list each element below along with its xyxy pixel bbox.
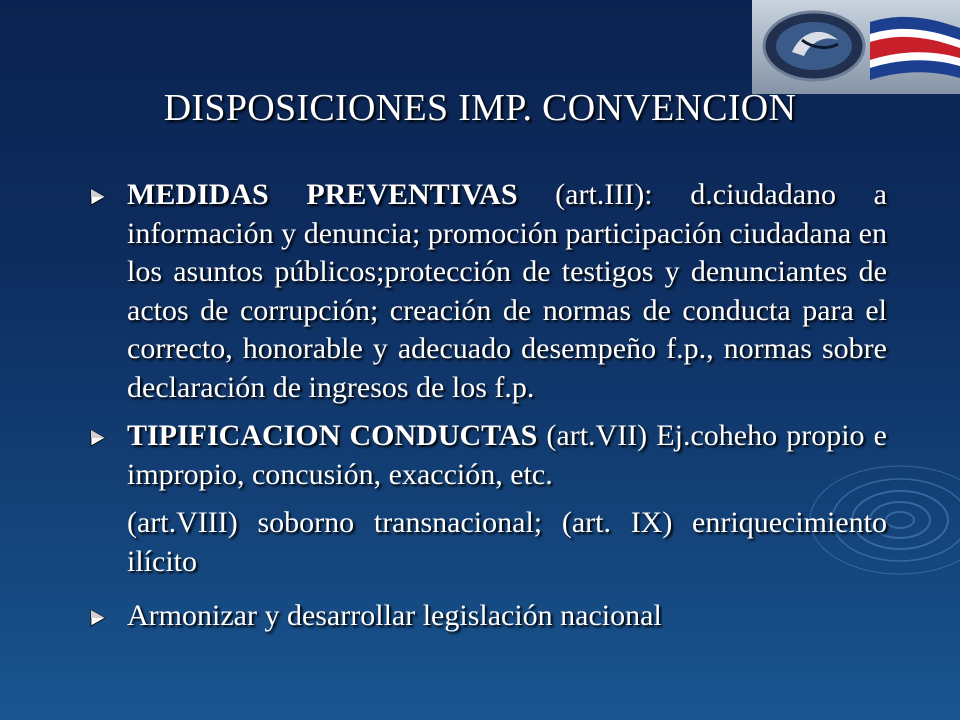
bullet-text	[127, 417, 887, 494]
bullet-heading: MEDIDAS PREVENTIVAS	[127, 178, 518, 211]
bullet-body: (art.VII) Ej.coheho propio e impropio, concusión, exacción, etc.	[127, 419, 887, 491]
bullet-item	[87, 176, 887, 407]
bullet-heading: TIPIFICACION CONDUCTAS	[127, 419, 538, 452]
bullet-continuation: (art.VIII) soborno transnacional; (art. IX) enriquecimiento ilícito	[127, 506, 887, 578]
bullet-item	[87, 597, 887, 636]
arrow-bullet-icon	[87, 176, 127, 208]
arrow-bullet-icon	[87, 597, 127, 629]
arrow-bullet-icon	[87, 417, 127, 449]
bullet-item	[87, 417, 887, 494]
organization-logo	[752, 0, 960, 94]
bullet-body: (art.III): d.ciudadano a información y denuncia; promoción participación ciudadana en los asuntos públicos;protección de testigos y denunciantes de actos de corrupción; creación de normas de conducta para el correcto, honorable y adecuado desempeño f.p., normas sobre declaración de ingresos de los f.p.	[127, 178, 887, 404]
bullet-list	[87, 176, 887, 646]
bullet-text	[127, 176, 887, 407]
bullet-body: Armonizar y desarrollar legislación nacional	[127, 599, 662, 632]
bullet-text	[127, 597, 887, 636]
slide-title: DISPOSICIONES IMP. CONVENCION	[163, 87, 797, 129]
